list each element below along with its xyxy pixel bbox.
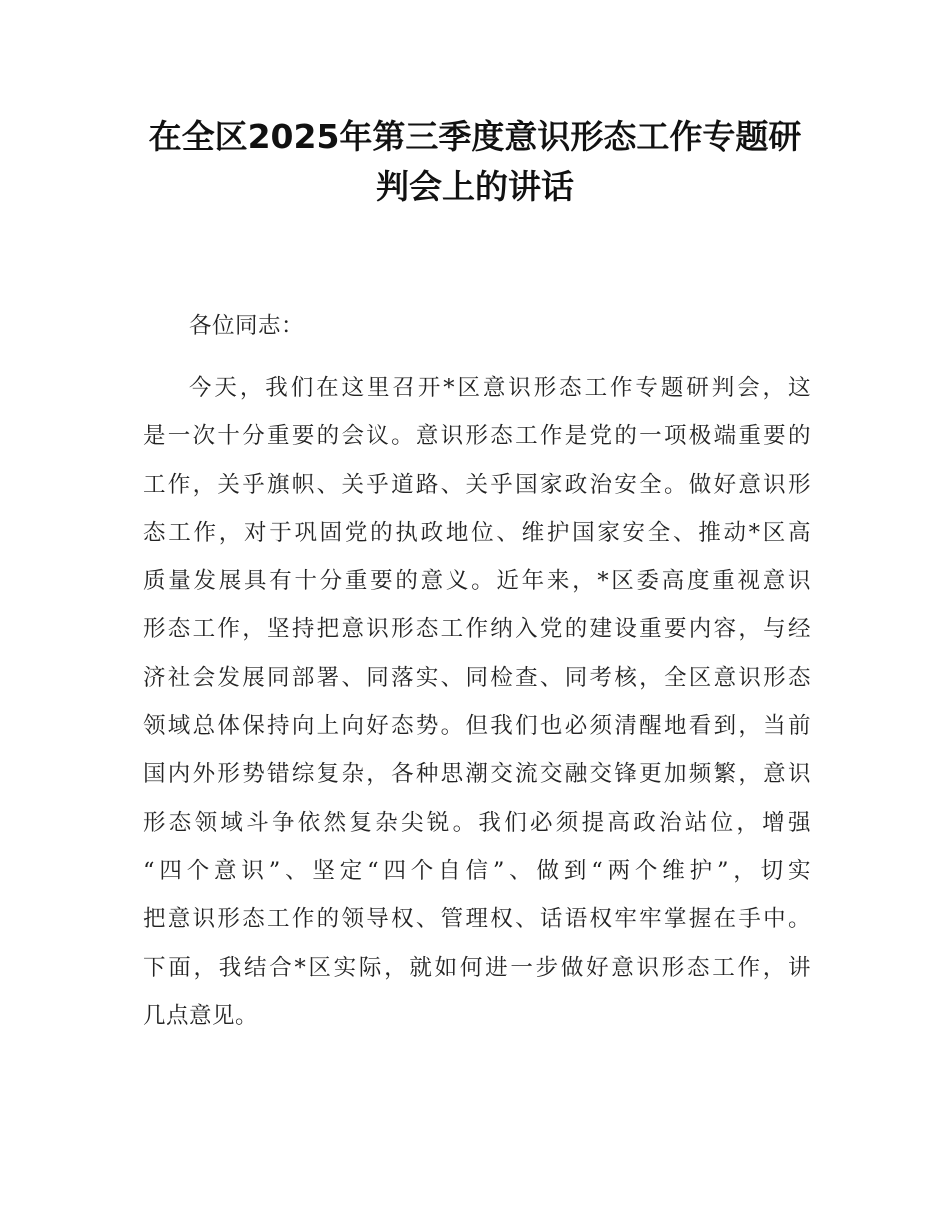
salutation bbox=[143, 302, 811, 350]
paragraph-line: “四个意识”、坚定“四个自信”、做到“两个维护”，切实 bbox=[143, 857, 811, 884]
paragraph-line: 下面，我结合*区实际，就如何进一步做好意识形态工作，讲 bbox=[143, 954, 811, 981]
paragraph-line: 形态领域斗争依然复杂尖锐。我们必须提高政治站位，增强 bbox=[143, 809, 811, 836]
paragraph-line: 济社会发展同部署、同落实、同检查、同考核，全区意识形态 bbox=[143, 664, 811, 691]
paragraph-line: 领域总体保持向上向好态势。但我们也必须清醒地看到，当前 bbox=[143, 713, 811, 740]
document-title bbox=[120, 112, 830, 212]
paragraph-line: 今天，我们在这里召开*区意识形态工作专题研判会，这 bbox=[189, 375, 811, 401]
paragraph-line: 形态工作，坚持把意识形态工作纳入党的建设重要内容，与经 bbox=[143, 616, 811, 643]
title-line-1: 在全区2025年第三季度意识形态工作专题研 bbox=[148, 117, 802, 156]
speech-paragraph bbox=[143, 364, 811, 1040]
paragraph-line: 工作，关乎旗帜、关乎道路、关乎国家政治安全。做好意识形 bbox=[143, 471, 811, 498]
paragraph-line: 国内外形势错综复杂，各种思潮交流交融交锋更加频繁，意识 bbox=[143, 761, 811, 788]
paragraph-line-last: 几点意见。 bbox=[143, 1002, 259, 1029]
paragraph-line: 是一次十分重要的会议。意识形态工作是党的一项极端重要的 bbox=[143, 423, 811, 450]
paragraph-line: 态工作，对于巩固党的执政地位、维护国家安全、推动*区高 bbox=[143, 519, 811, 546]
paragraph-line: 质量发展具有十分重要的意义。近年来，*区委高度重视意识 bbox=[143, 568, 811, 595]
salutation-text: 各位同志： bbox=[189, 313, 305, 339]
paragraph-line: 把意识形态工作的领导权、管理权、话语权牢牢掌握在手中。 bbox=[143, 906, 811, 933]
title-line-2: 判会上的讲话 bbox=[376, 167, 574, 206]
